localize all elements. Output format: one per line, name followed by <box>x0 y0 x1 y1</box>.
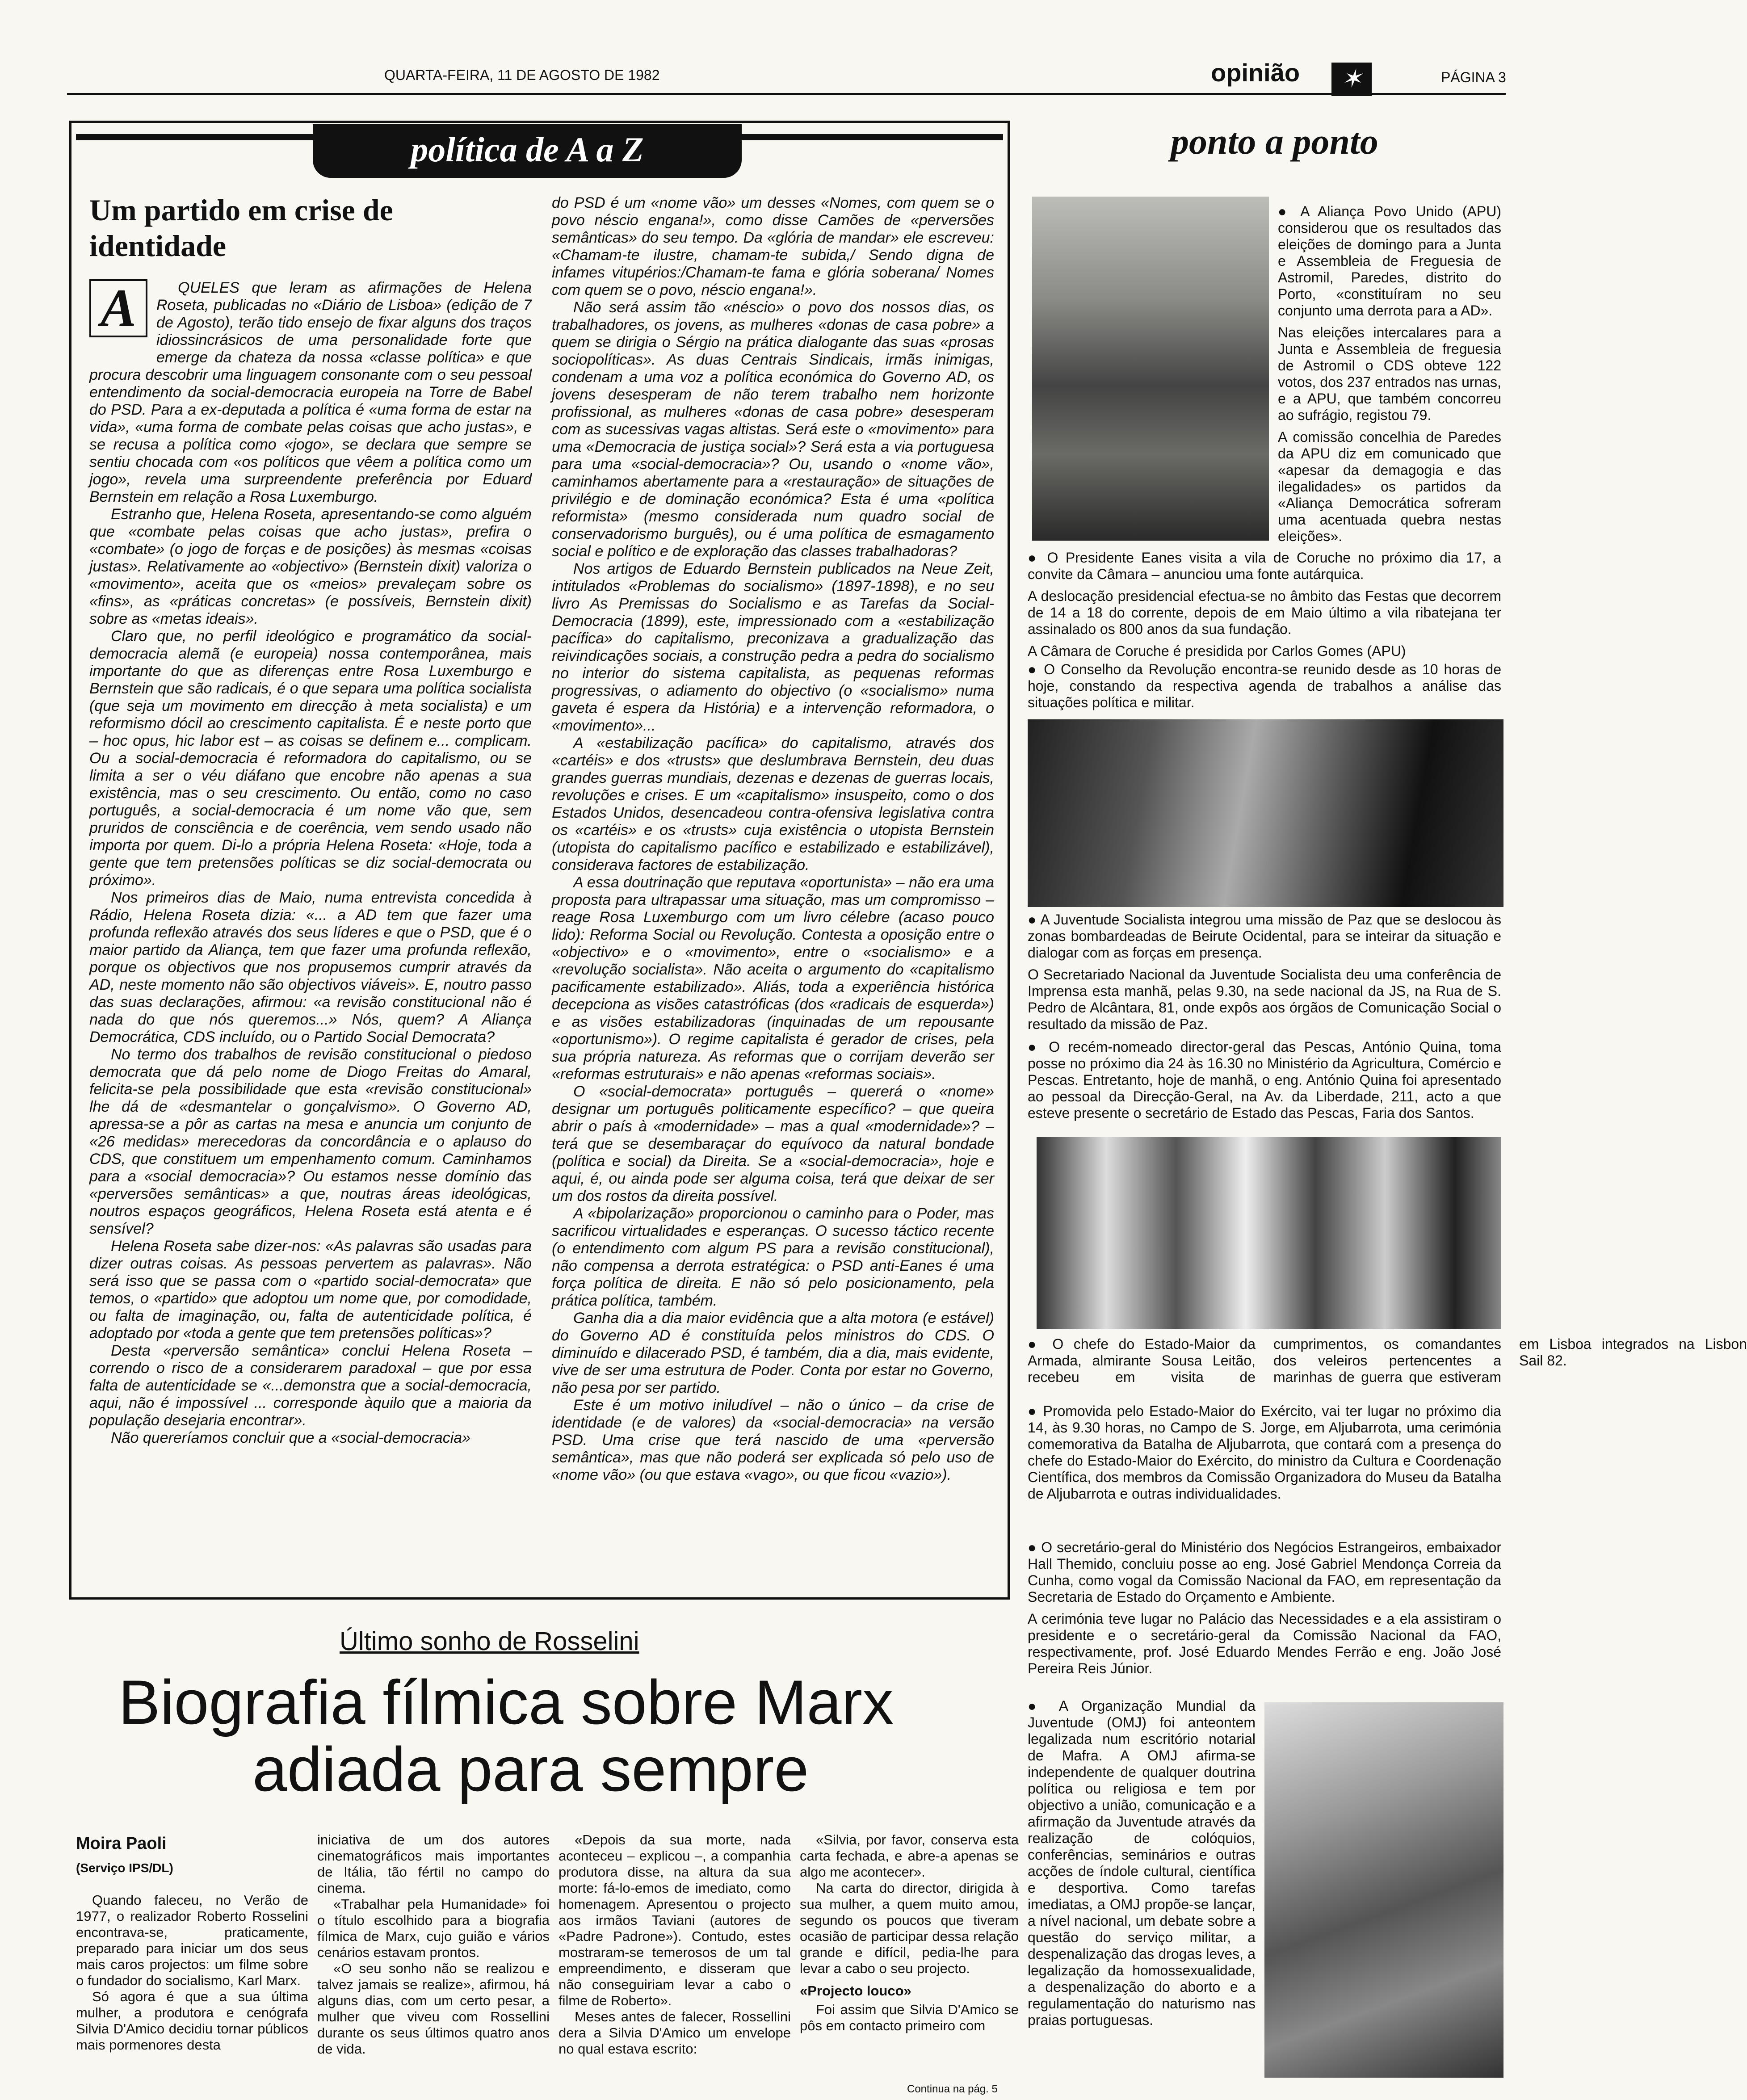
paragraph: ● Promovida pelo Estado-Maior do Exército, vai ter lugar no próximo dia 14, às 9.30 horas, no Campo de S. Jorge, em Aljubarrota, uma cerimónia comemorativa da Batalha de Aljubarrota, que contará com a presença do chefe do Estado-Maior do Exército, do ministro da Cultura e Coordenação Científica, dos membros da Comissão Organizadora do Museu da Batalha de Aljubarrota e outras individualidades. <box>1028 1403 1501 1502</box>
ponto-item-apu <box>1278 203 1501 543</box>
paragraph: iniciativa de um dos autores cinematográficos mais importantes de Itália, tão fértil no campo do cinema. <box>317 1832 550 1896</box>
photo-beirut <box>1028 719 1503 907</box>
paragraph: ● A Organização Mundial da Juventude (OMJ) foi anteontem legalizada num escritório notarial de Mafra. A OMJ afirma-se independente de qualquer doutrina política ou religiosa e tem por objectivo a união, comunicação e a afirmação da Juventude através da realização de colóquios, conferências, seminários e outras acções de índole cultural, científica e desportiva. Como tarefas imediatas, a OMJ propõe-se lançar, a nível nacional, um debate sobre a questão do serviço militar, a despenalização das drogas leves, a legalização da homossexualidade, a despenalização do aborto e a regulamentação do naturismo nas praias portuguesas. <box>1028 1698 1256 2028</box>
ponto-item-omj <box>1028 1698 1256 2082</box>
politica-banner-text: política de A a Z <box>411 130 644 169</box>
paragraph: A deslocação presidencial efectua-se no âmbito das Festas que decorrem de 14 a 18 do corrente, depois de em Maio último a vila ribatejana ter assinalado os 800 anos da sua fundação. <box>1028 588 1501 637</box>
paragraph: Não será assim tão «néscio» o povo dos nossos dias, os trabalhadores, os jovens, as mulheres «donas de casa pobre» a quem se dirigia o Sérgio na prática dialogante das suas «prosas sociopolíticas». As duas Centrais Sindicais, irmãs inimigas, condenam a uma voz a política económica do Governo AD, os jovens desesperam de não terem trabalho nem horizonte profissional, as mulheres «donas de casa pobre» desesperam com as sucessivas vagas altistas. Será este o «movimento» para uma «Democracia de justiça social»? Será esta a via portuguesa para uma «social-democracia»? Ou, usando o «nome vão», caminhamos abertamente para a «restauração» de situações de privilégio e de dominação económica? Esta é uma «política reformista» (mesmo considerada num quadro social de conservadorismo burguês), ou é uma política de esmagamento social e político e de exploração das classes trabalhadoras? <box>552 299 994 560</box>
photo-omj <box>1264 1702 1503 2078</box>
paragraph: «Silvia, por favor, conserva esta carta fechada, e abre-a apenas se algo me acontecer». <box>800 1832 1019 1880</box>
paragraph: A essa doutrinação que reputava «oportunista» – não era uma proposta para ultrapassar uma situação, mas um compromisso – reage Rosa Luxemburgo com um livro célebre (acaso pouco lido): Reforma Social ou Revolução. Contesta a oposição entre o «objectivo» e o «movimento», entre o «socialismo» e a «revolução socialista». Não aceita o argumento do «capitalismo pacificamente estabilizado». Aliás, toda a experiência histórica decepciona as visões catastróficas (dos «radicais de esquerda») e as visões estabilizadoras (inquinadas de um repousante «oportunismo»). O regime capitalista é gerador de crises, pela sua própria natureza. As reformas que o corrijam deverão ser «reformas estruturais» e não apenas «reformas sociais». <box>552 874 994 1083</box>
paragraph: «Trabalhar pela Humanidade» foi o título escolhido para a biografia fílmica de Marx, cujo guião e vários cenários estavam prontos. <box>317 1896 550 1960</box>
marx-column-1 <box>76 1892 308 2084</box>
ponto-title: ponto a ponto <box>1171 121 1378 162</box>
paragraph: O «social-democrata» português – quererá o «nome» designar um português politicamente específico? – que queira abrir o país à «modernidade» – mas a qual «modernidade»? – terá que se desembaraçar do equívoco da natural bondade (política e social) da Direita. Se a «social-democracia», hoje e aqui, é, ou ainda pode ser alguma coisa, terá que deixar de ser um dos rostos da direita possível. <box>552 1083 994 1205</box>
photo-crowd <box>1032 197 1269 541</box>
marx-kicker: Último sonho de Rosselini <box>340 1627 639 1656</box>
paragraph: Meses antes de falecer, Rossellini dera a Silvia D'Amico um envelope no qual estava escrito: <box>559 2009 791 2057</box>
paragraph: Ganha dia a dia maior evidência que a alta motora (e estável) do Governo AD é constituída pelos ministros do CDS. O diminuído e dilacerado PSD, é também, dia a dia, mais evidente, vive de ser uma estrutura de Poder. Conta por estar no Governo, não pesa por ser partido. <box>552 1310 994 1396</box>
ponto-item-pescas <box>1028 1039 1501 1128</box>
marx-headline-2: adiada para sempre <box>252 1734 809 1804</box>
ponto-item-conselho <box>1028 661 1501 715</box>
dropcap: A <box>100 278 137 337</box>
paragraph: Quando faleceu, no Verão de 1977, o realizador Roberto Rosselini encontrava-se, praticamente, preparado para iniciar um dos seus mais caros projectos: um filme sobre o fundador do socialismo, Karl Marx. <box>76 1892 308 1988</box>
section-logo: ✶ <box>1331 63 1372 96</box>
paragraph: «Depois da sua morte, nada aconteceu – explicou –, a companhia produtora disse, na altura da sua morte: fá-lo-emos de imediato, como homenagem. Apresentou o projecto aos irmãos Taviani (autores de «Padre Padrone»). Contudo, estes mostraram-se temerosos de um tal empreendimento, e disseram que não conseguiriam levar a cabo o filme de Roberto». <box>559 1832 791 2008</box>
paragraph: Helena Roseta sabe dizer-nos: «As palavras são usadas para dizer outras coisas. As pessoas pervertem as palavras». Não será isso que se passa com o «partido social-democrata» que temos, o «partido» que adoptou um nome que, por comodidade, ou falta de imaginação, ou, falta de autenticidade política, é adoptado por «toda a gente que tem pretensões políticas»? <box>89 1238 532 1342</box>
marx-column-3 <box>559 1832 791 2084</box>
paragraph: Foi assim que Silvia D'Amico se pôs em contacto primeiro com <box>800 2002 1019 2033</box>
paragraph: Não quereríamos concluir que a «social-democracia» <box>111 1429 471 1446</box>
header-rule <box>67 93 1506 95</box>
paragraph: ● O Conselho da Revolução encontra-se reunido desde as 10 horas de hoje, constando da respectiva agenda de trabalhos a análise das situações política e militar. <box>1028 661 1501 710</box>
marx-subhead: «Projecto louco» <box>800 1983 911 1999</box>
article-title: Um partido em crise de identidade <box>89 193 393 263</box>
header-date: QUARTA-FEIRA, 11 DE AGOSTO DE 1982 <box>384 67 660 83</box>
politica-column-2 <box>552 194 994 1588</box>
ponto-item-juventude <box>1028 911 1501 1032</box>
paragraph: Desta «perversão semântica» conclui Helena Roseta – correndo o risco de a considerarem paradoxal – que por essa falta de autenticidade se «...demonstra que a social-democracia, aqui, não é impossível ... corresponde àquilo que a maioria da população desejaria encontrar». <box>89 1342 532 1429</box>
paragraph: ● O Presidente Eanes visita a vila de Coruche no próximo dia 17, a convite da Câmara – anunciou uma fonte autárquica. <box>1028 550 1501 582</box>
page-number: PÁGINA 3 <box>1441 69 1506 85</box>
ponto-item-aljubarrota <box>1028 1403 1501 1535</box>
marx-column-4 <box>800 1832 1019 2082</box>
paragraph: A Câmara de Coruche é presidida por Carlos Gomes (APU) <box>1028 643 1406 659</box>
paragraph: Nos primeiros dias de Maio, numa entrevista concedida à Rádio, Helena Roseta dizia: «... a AD tem que fazer uma profunda reflexão através dos seus líderes e que o PSD, que é o maior partido da Aliança, tem que fazer uma profunda reflexão, porque os objectivos que nos propusemos cumprir através da AD, neste momento não são objectivos viáveis». E, noutro passo das suas declarações, afirmou: «a revisão constitucional não é nada do que nós queremos...» Nós, quem? A Aliança Democrática, CDS incluído, ou o Partido Social Democrata? <box>89 889 532 1046</box>
ponto-item-eanes <box>1028 550 1501 657</box>
paragraph: Claro que, no perfil ideológico e programático da social-democracia alemã (e europeia) nossa contemporânea, mais importante do que as diferenças entre Rosa Luxemburgo e Bernstein que são radicais, é o que separa uma política socialista (que seja um movimento em direcção à meta socialista) e um reformismo dócil ao crescimento capitalista. É e neste porto que – hoc opus, hic labor est – as coisas se definem e... complicam. Ou a social-democracia é reformadora do capitalismo, ou se limita a ser o véu diáfano que encobre não apenas a sua existência, mas o seu crescimento. Ou então, como no caso português, a social-democracia é um nome vão que, sem pruridos de consciência e de coerência, vem sendo usado não importa por quem. Di-lo a própria Helena Roseta: «Hoje, toda a gente que tem pretensões políticas se diz social-democrata ou próximo». <box>89 628 532 889</box>
marx-headline-1: Biografia fílmica sobre Marx <box>118 1667 894 1737</box>
ponto-item-armada: ● O chefe do Estado-Maior da Armada, almirante Sousa Leitão, recebeu em visita de cumprimentos, os comandantes dos veleiros pertencentes a marinhas de guerra que estiveram em Lisboa integrados na Lisbon Sail 82. <box>1028 1336 1747 1385</box>
paragraph: A cerimónia teve lugar no Palácio das Necessidades e a ela assistiram o presidente e o secretário-geral da Comissão Nacional da FAO, respectivamente, prof. José Eduardo Mendes Ferrão e eng. João José Pereira Reis Júnior. <box>1028 1611 1501 1676</box>
section-label: opinião <box>1211 59 1300 87</box>
continua-note: Continua na pág. 5 <box>907 2083 998 2095</box>
paragraph: QUELES que leram as afirmações de Helena Roseta, publicadas no «Diário de Lisboa» (edição de 7 de Agosto), terão tido ensejo de fixar alguns dos traços idiossincrásicos de uma personalidade forte que emerge da chateza da nossa «classe política» e que procura descobrir uma linguagem consonante com o seu pessoal entendimento da social-democracia europeia na Torre de Babel do PSD. Para a ex-deputada a política é «uma forma de estar na vida», «uma forma de combate pelas coisas que acho justas», e se recusa a política como «jogo», se declara que sempre se sentiu chocada com «os políticos que vêem a política como um jogo», revela uma surpreendente preferência por Eduard Bernstein em relação a Rosa Luxemburgo. <box>89 279 532 505</box>
marx-service: (Serviço IPS/DL) <box>76 1861 173 1875</box>
marx-column-2 <box>317 1832 550 2084</box>
paragraph: ● O recém-nomeado director-geral das Pescas, António Quina, toma posse no próximo dia 24 às 16.30 no Ministério da Agricultura, Comércio e Pescas. Entretanto, hoje de manhã, o eng. António Quina foi apresentado ao pessoal da Direcção-Geral, na Av. da Liberdade, 211, acto a que esteve presente o secretário de Estado das Pescas, Faria dos Santos. <box>1028 1039 1501 1121</box>
politica-column-1 <box>89 279 532 1586</box>
paragraph: ● O secretário-geral do Ministério dos Negócios Estrangeiros, embaixador Hall Themido, concluiu posse ao eng. José Gabriel Mendonça Correia da Cunha, como vogal da Comissão Nacional da FAO, em representação da Secretaria de Estado do Orçamento e Ambiente. <box>1028 1539 1501 1605</box>
paragraph: «O seu sonho não se realizou e talvez jamais se realize», afirmou, há alguns dias, com um certo pesar, a mulher que viveu com Rossellini durante os seus últimos quatro anos de vida. <box>317 1961 550 2057</box>
paragraph: A comissão concelhia de Paredes da APU diz em comunicado que «apesar da demagogia e das ilegalidades» os partidos da «Aliança Democrática sofreram uma acentuada quebra nestas eleições». <box>1278 429 1501 544</box>
paragraph: A «bipolarização» proporcionou o caminho para o Poder, mas sacrificou virtualidades e esperanças. O sucesso táctico recente (o entendimento com algum PS para a revisão constitucional), não compensa a derrota estratégica: o PSD anti-Eanes é uma força política de direita. E não só pelo posicionamento, pela prática política, também. <box>552 1205 994 1309</box>
paragraph: No termo dos trabalhos de revisão constitucional o piedoso democrata que dá pelo nome de Diogo Freitas do Amaral, felicita-se pela possibilidade que esta «revisão constitucional» lhe dá de «desmantelar o gonçalvismo». O Governo AD, apressa-se a pôr as cartas na mesa e anuncia um conjunto de «26 medidas» merecedoras da concordância e o aplauso do CDS, que constituem um empenhamento comum. Caminhamos para a «social democracia»? Ou estamos nesse domínio das «perversões semânticas» a que, noutras áreas ideológicas, noutros espaços geográficos, Helena Roseta está atenta e é sensível? <box>89 1046 532 1237</box>
paragraph: ● A Aliança Povo Unido (APU) considerou que os resultados das eleições de domingo para a Junta e Assembleia de Freguesia de Astromil, Paredes, distrito do Porto, «constituíram no seu conjunto uma derrota para a AD». <box>1278 203 1501 319</box>
paragraph: O Secretariado Nacional da Juventude Socialista deu uma conferência de Imprensa esta manhã, pelas 9.30, na sede nacional da JS, na Rua de S. Pedro de Alcântara, 81, onde expôs aos órgãos de Comunicação Social o resultado da missão de Paz. <box>1028 966 1501 1032</box>
marx-author: Moira Paoli <box>76 1834 167 1853</box>
paragraph: Estranho que, Helena Roseta, apresentando-se como alguém que «combate pelas coisas que acho justas», prefira o «combate» (o jogo de forças e de posições) às mesmas «coisas justas». Relativamente ao «objectivo» (Bernstein dixit) valoriza o «movimento», aceita que os «meios» prevaleçam sobre os «fins», as «práticas concretas» (e possíveis, Bernstein dixit) sobre as «metas ideais». <box>89 506 532 627</box>
paragraph: Só agora é que a sua última mulher, a produtora e cenógrafa Silvia D'Amico decidiu tornar públicos mais pormenores desta <box>76 1989 308 2053</box>
ponto-item-fao <box>1028 1539 1501 1684</box>
paragraph: Na carta do director, dirigida à sua mulher, a quem muito amou, segundo os poucos que tiveram ocasião de participar dessa relação grande e difícil, pedia-lhe para levar a cabo o seu projecto. <box>800 1880 1019 1976</box>
paragraph: A «estabilização pacífica» do capitalismo, através dos «cartéis» e dos «trusts» que deslumbrava Bernstein, deu duas grandes guerras mundiais, dezenas e dezenas de guerras locais, revoluções e crises. E um «capitalismo» insuspeito, como o dos Estados Unidos, desencadeou contra-ofensiva legislativa contra os «cartéis» e os «trusts» cuja existência o utopista Bernstein (utopista do capitalismo pacífico e estabilizado e estabilizável), considerava factores de estabilização. <box>552 735 994 874</box>
paragraph: do PSD é um «nome vão» um desses «Nomes, com quem se o povo néscio engana!», como disse Camões de «perversões semânticas» do seu tempo. Da «glória de mandar» ele escreveu: «Chamam-te ilustre, chamam-te subida,/ Sendo digna de infames vitupérios:/Chamam-te fama e glória soberana/ Nomes com quem se o povo, néscio engana!». <box>552 194 994 298</box>
photo-officers <box>1037 1137 1501 1329</box>
paragraph: Nos artigos de Eduardo Bernstein publicados na Neue Zeit, intitulados «Problemas do socialismo» (1897-1898), e no seu livro As Premissas do Socialismo e as Tarefas da Social-Democracia (1899), este, impressionado com a «estabilização pacífica» do capitalismo, preconizava a gradualização das reivindicações sociais, a construção pedra a pedra do socialismo no interior do sistema capitalista, as pequenas reformas progressivas, o adiamento do objectivo (o «socialismo» numa gaveta é espera da História) e a intervenção reformadora, o «movimento»... <box>552 560 994 734</box>
paragraph: Este é um motivo iniludível – não o único – da crise de identidade (e de valores) da «social-democracia» na versão PSD. Uma crise que terá nascido de uma «perversão semântica», mas que não poderá ser explicada só pelo uso de «nome vão» (ou que estava «vago», ou que ficou «vazio»). <box>552 1397 994 1483</box>
paragraph: Nas eleições intercalares para a Junta e Assembleia de freguesia de Astromil o CDS obteve 122 votos, dos 237 entrados nas urnas, e a APU, que também concorreu ao sufrágio, registou 79. <box>1278 324 1501 423</box>
paragraph: ● A Juventude Socialista integrou uma missão de Paz que se deslocou às zonas bombardeadas de Beirute Ocidental, para se inteirar da situação e dialogar com as forças em presença. <box>1028 911 1501 961</box>
